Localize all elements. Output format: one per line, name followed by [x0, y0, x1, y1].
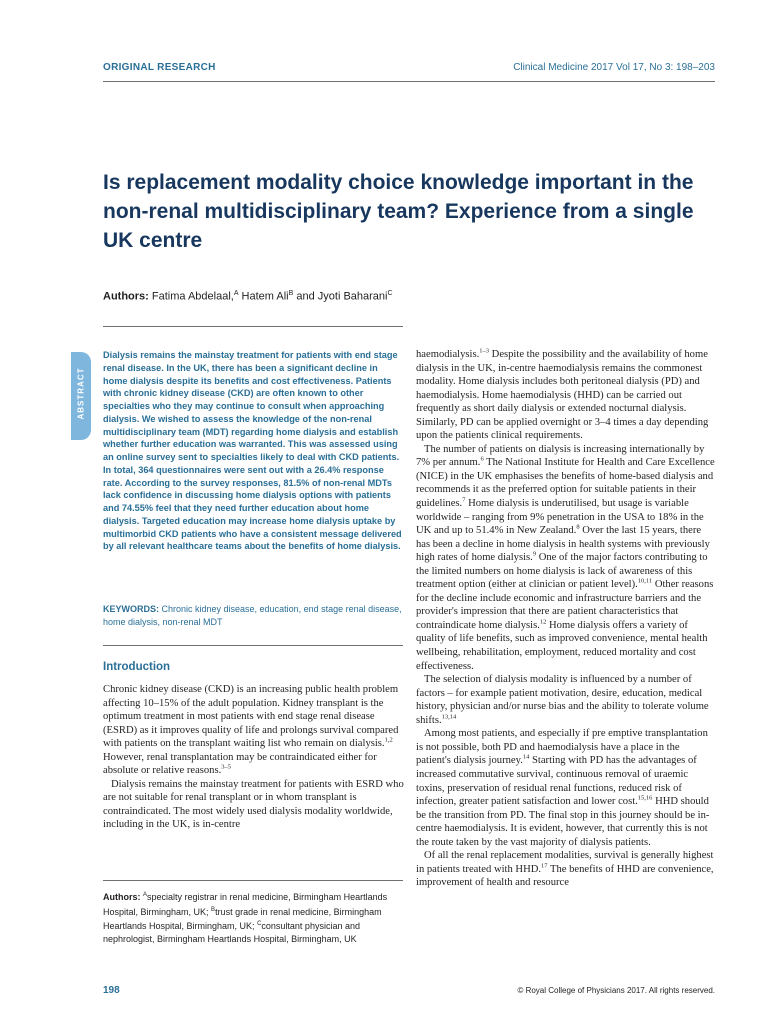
- paragraph: Chronic kidney disease (CKD) is an increasing public health problem affecting 10–15% of the adult population. Kidney transplant is the optimum treatment in most patients with end stage renal disease (ESRD) as it improves quality of life and prolongs survival compared with patients on the transplant waiting list who remain on dialysis.$^{1,2}$ However, renal transplantation may be contraindicated either for absolute or relative reasons.$^{3-5}$: [103, 684, 399, 777]
- copyright-notice: © Royal College of Physicians 2017. All rights reserved.: [517, 986, 715, 995]
- author-1-affil: A: [233, 290, 239, 297]
- footnote-label: Authors:: [103, 892, 141, 902]
- paragraph: Of all the renal replacement modalities, survival is generally highest in patients treated with HHD.$^{17}$ The benefits of HHD are convenience, improvement of health and resource: [416, 850, 714, 889]
- paragraph: haemodialysis.$^{1-3}$ Despite the possibility and the availability of home dialysis in the UK, in-centre haemodialysis remains the commonest modality. Home dialysis includes both peritoneal dialysis (PD) and haemodialysis. Home haemodialysis (HHD) can be carried out frequently as short daily dialysis or extended nocturnal dialysis. Similarly, PD can be applied overnight or 3–4 times a day depending upon the patients clinical requirements.: [416, 347, 709, 442]
- article-title: Is replacement modality choice knowledge important in the non-renal multidisciplinary team? Experience from a single UK centre: [103, 171, 694, 252]
- author-1: Fatima Abdelaal,: [151, 290, 234, 303]
- paragraph: Among most patients, and especially if pre emptive transplantation is not possible, both PD and haemodialysis have a place in the patient's dialysis journey.$^{14}$ Starting with PD has the advantages of increased commutative survival, continuous removal of uraemic toxins, preservation of residual renal functions, reduced risk of infection, greater patient satisfaction and lower cost.$^{15,16}$ HHD should be the transition from PD. The final stop in this journey should be in-centre haemodialysis. It is evident, however, that currently this is not the route taken by the vast majority of dialysis patients.: [416, 728, 710, 848]
- author-affiliations: Authors: $^A$specialty registrar in renal medicine, Birmingham Heartlands Hospital, Birmingham, UK; $^B$trust grade in renal medicine, Birmingham Heartlands Hospital, Birmingham, UK; $^C$consultant physician and nephrologist, Birmingham Heartlands Hospital, Birmingham, UK: [103, 892, 388, 944]
- keywords-label: KEYWORDS:: [103, 604, 159, 614]
- abstract-tab: [71, 352, 91, 440]
- authors-divider: [103, 326, 403, 327]
- author-2: Hatem Ali: [238, 290, 289, 303]
- section-label: ORIGINAL RESEARCH: [103, 62, 216, 73]
- right-column-body: [416, 348, 716, 890]
- page-number: 198: [103, 985, 120, 996]
- keywords-text: Chronic kidney disease, education, end stage renal disease, home dialysis, non-renal MDT: [103, 604, 402, 627]
- author-3: and Jyoti Baharani: [293, 290, 388, 303]
- author-2-affil: B: [288, 290, 294, 297]
- abstract-tab-label: ABSTRACT: [76, 367, 86, 420]
- introduction-heading: Introduction: [103, 661, 171, 673]
- left-column-body: [103, 683, 405, 832]
- authors-label: Authors:: [103, 290, 149, 303]
- header-divider: [103, 81, 715, 82]
- paragraph: The selection of dialysis modality is influenced by a number of factors – for example patient motivation, desire, education, medical history, physician and/or nurse bias and the ability to tolerate volume shifts.$^{13,14}$: [416, 674, 709, 726]
- abstract-text: Dialysis remains the mainstay treatment for patients with end stage renal disease. In the UK, there has been a significant decline in home dialysis despite its benefits and cost effectiveness. Patients with chronic kidney disease (CKD) are often known to other specialties who they may continue to consult when approaching dialysis. We wished to assess the knowledge of the non-renal multidisciplinary team (MDT) regarding home dialysis and establish whether further education was warranted. This was assessed using an online survey sent to specialties likely to deal with CKD patients. In total, 364 questionnaires were sent out with a 26.4% response rate. According to the survey responses, 81.5% of non-renal MDTs lack confidence in discussing home dialysis options with patients and 74.55% feel that they need further education about home dialysis. Targeted education may increase home dialysis uptake by multimorbid CKD patients who have a consistent message delivered by all relevant healthcare teams about the benefits of home dialysis.: [103, 350, 402, 552]
- author-3-affil: C: [387, 290, 393, 297]
- keywords-divider: [103, 645, 403, 646]
- author-line: [103, 290, 393, 303]
- footnote-divider: [103, 880, 403, 881]
- paragraph: Dialysis remains the mainstay treatment for patients with ESRD who are not suitable for renal transplant or in whom transplant is contraindicated. The most widely used dialysis modality worldwide, including in the UK, is in-centre: [103, 778, 404, 831]
- journal-citation: Clinical Medicine 2017 Vol 17, No 3: 198–203: [513, 62, 715, 73]
- paragraph: The number of patients on dialysis is increasing internationally by 7% per annum.$^6$ The National Institute for Health and Care Excellence (NICE) in the UK emphasises the benefits of home-based dialysis and recommends it as the preferred option for suitable patients in their guidelines.$^7$ Home dialysis is underutilised, but usage is variable worldwide – ranging from 9% penetration in the USA to 18% in the UK and up to 51.4% in New Zealand.$^8$ Over the last 15 years, there has been a decline in home dialysis in health systems with previously high rates of home dialysis.$^9$ One of the major factors contributing to the limited numbers on home dialysis is lack of awareness of this treatment option (either at clinician or patient level).$^{10,11}$ Other reasons for the decline include economic and infrastructure barriers and the provider's impression that there are patient characteristics that contraindicate home dialysis.$^{12}$ Home dialysis offers a variety of quality of life benefits, such as improved convenience, mental health wellbeing, rehabilitation, employment, reduced mortality and cost effectiveness.: [416, 443, 715, 672]
- keywords: [103, 603, 403, 629]
